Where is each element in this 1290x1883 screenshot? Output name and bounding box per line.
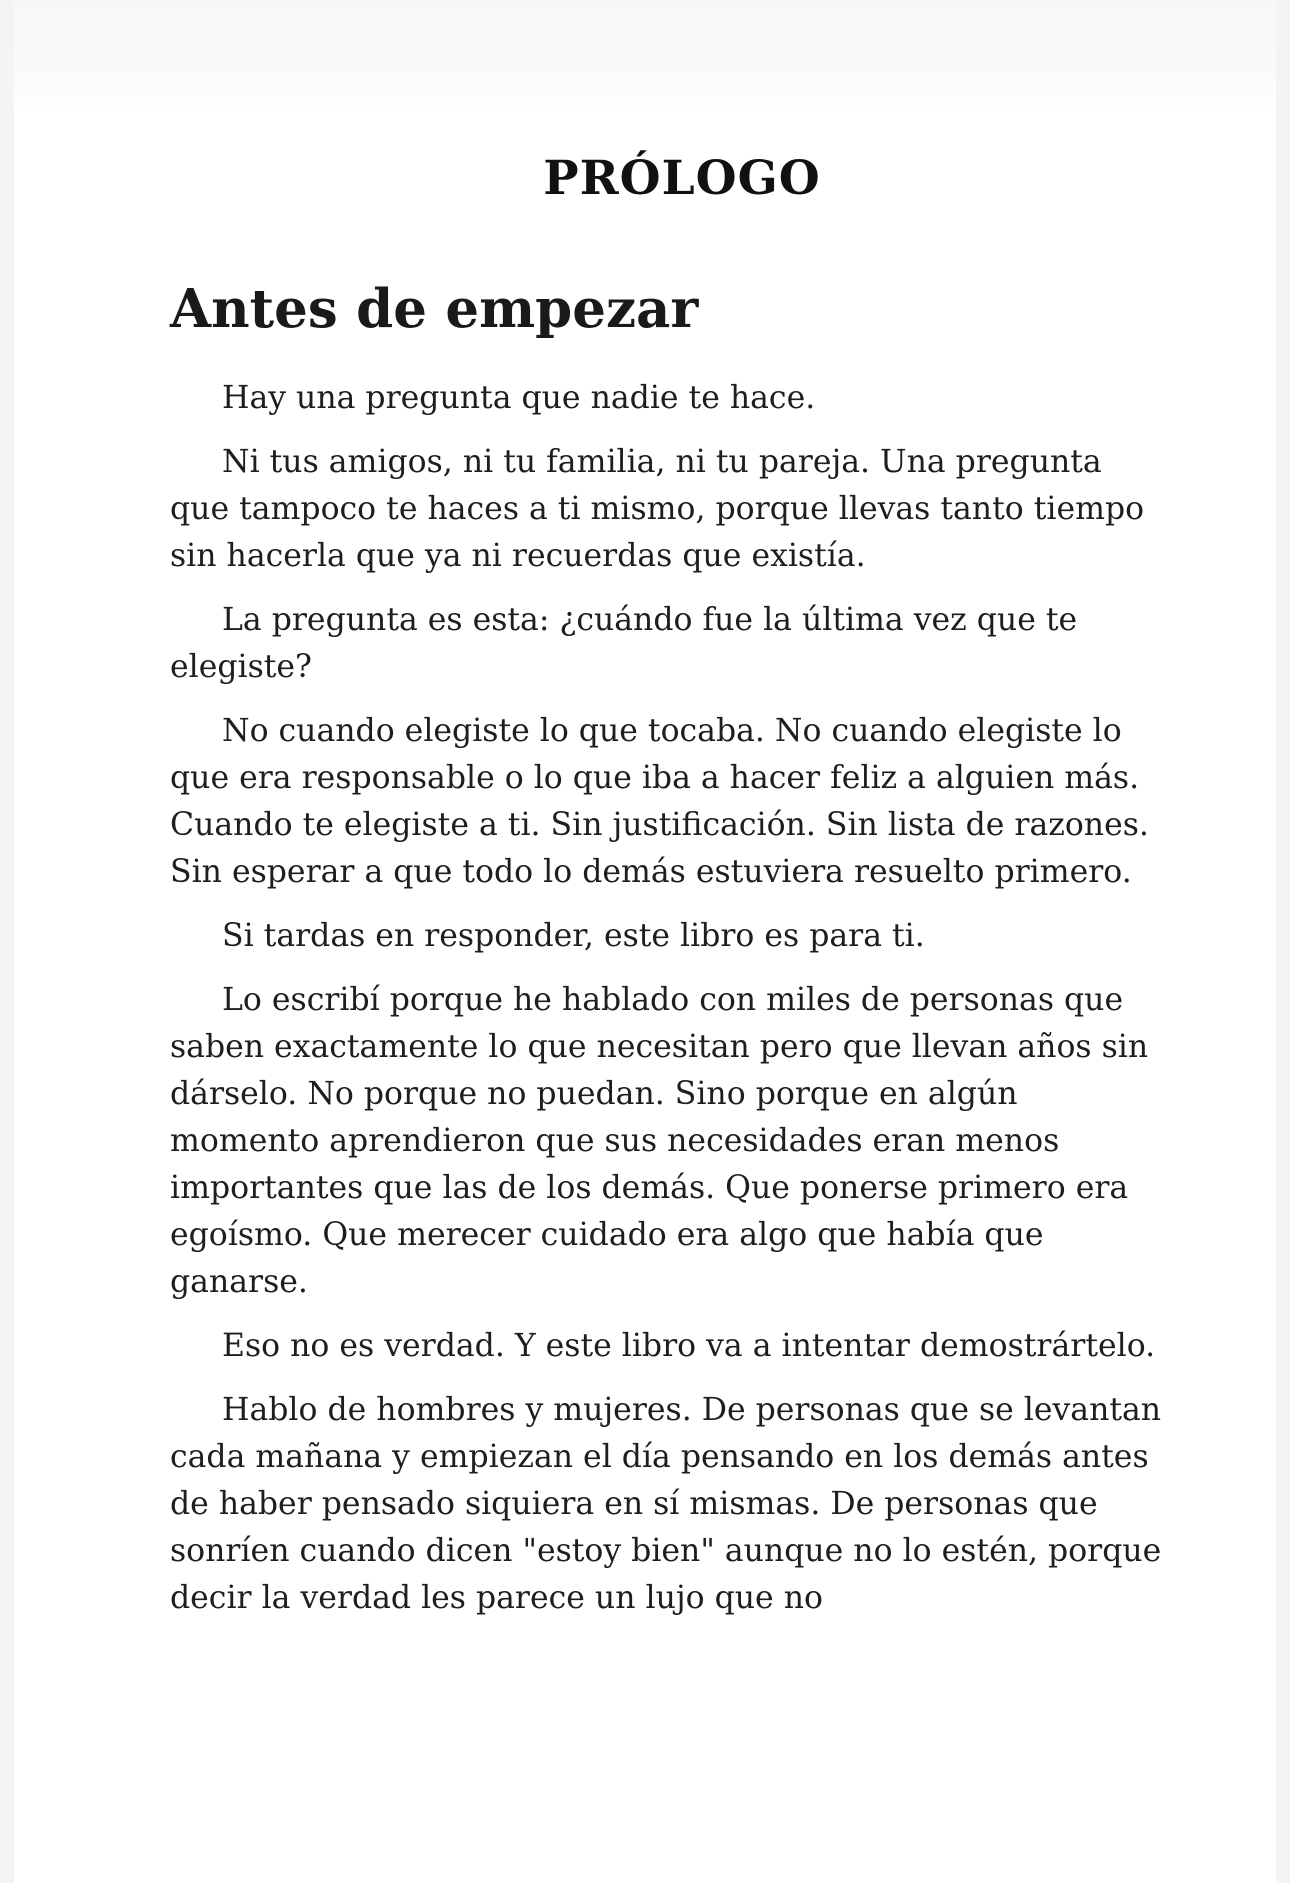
page-content	[170, 145, 1170, 1616]
book-page	[14, 0, 1276, 1883]
chapter-label: PRÓLOGO	[543, 151, 821, 206]
chapter-title: Antes de empezar	[170, 278, 699, 340]
paragraph: Lo escribí porque he hablado con miles de personas que saben exactamente lo que necesitan pero que llevan años sin dárselo. No porque no puedan. Sino porque en algún momento aprendieron que sus necesidades eran menos importantes que las de los demás. Que ponerse primero era egoísmo. Que merecer cuidado era algo que había que ganarse.	[170, 982, 1149, 1300]
paragraph: Ni tus amigos, ni tu familia, ni tu pareja. Una pregunta que tampoco te haces a ti mismo, porque llevas tanto tiempo sin hacerla que ya ni recuerdas que existía.	[170, 444, 1145, 574]
paragraph: La pregunta es esta: ¿cuándo fue la última vez que te elegiste?	[170, 602, 1078, 685]
paragraph: No cuando elegiste lo que tocaba. No cuando elegiste lo que era responsable o lo que iba a hacer feliz a alguien más. Cuando te elegiste a ti. Sin justificación. Sin lista de razones. Sin esperar a que todo lo demás estuviera resuelto primero.	[170, 713, 1149, 890]
chapter-body	[170, 375, 1170, 1639]
paragraph: Eso no es verdad. Y este libro va a intentar demostrártelo.	[222, 1328, 1156, 1364]
top-reader-bar	[14, 0, 1276, 115]
paragraph: Hablo de hombres y mujeres. De personas que se levantan cada mañana y empiezan el día pensando en los demás antes de haber pensado siquiera en sí mismas. De personas que sonríen cuando dicen "estoy bien" aunque no lo estén, porque decir la verdad les parece un lujo que no	[170, 1392, 1162, 1616]
paragraph: Si tardas en responder, este libro es para ti.	[222, 918, 925, 954]
paragraph: Hay una pregunta que nadie te hace.	[222, 380, 816, 416]
